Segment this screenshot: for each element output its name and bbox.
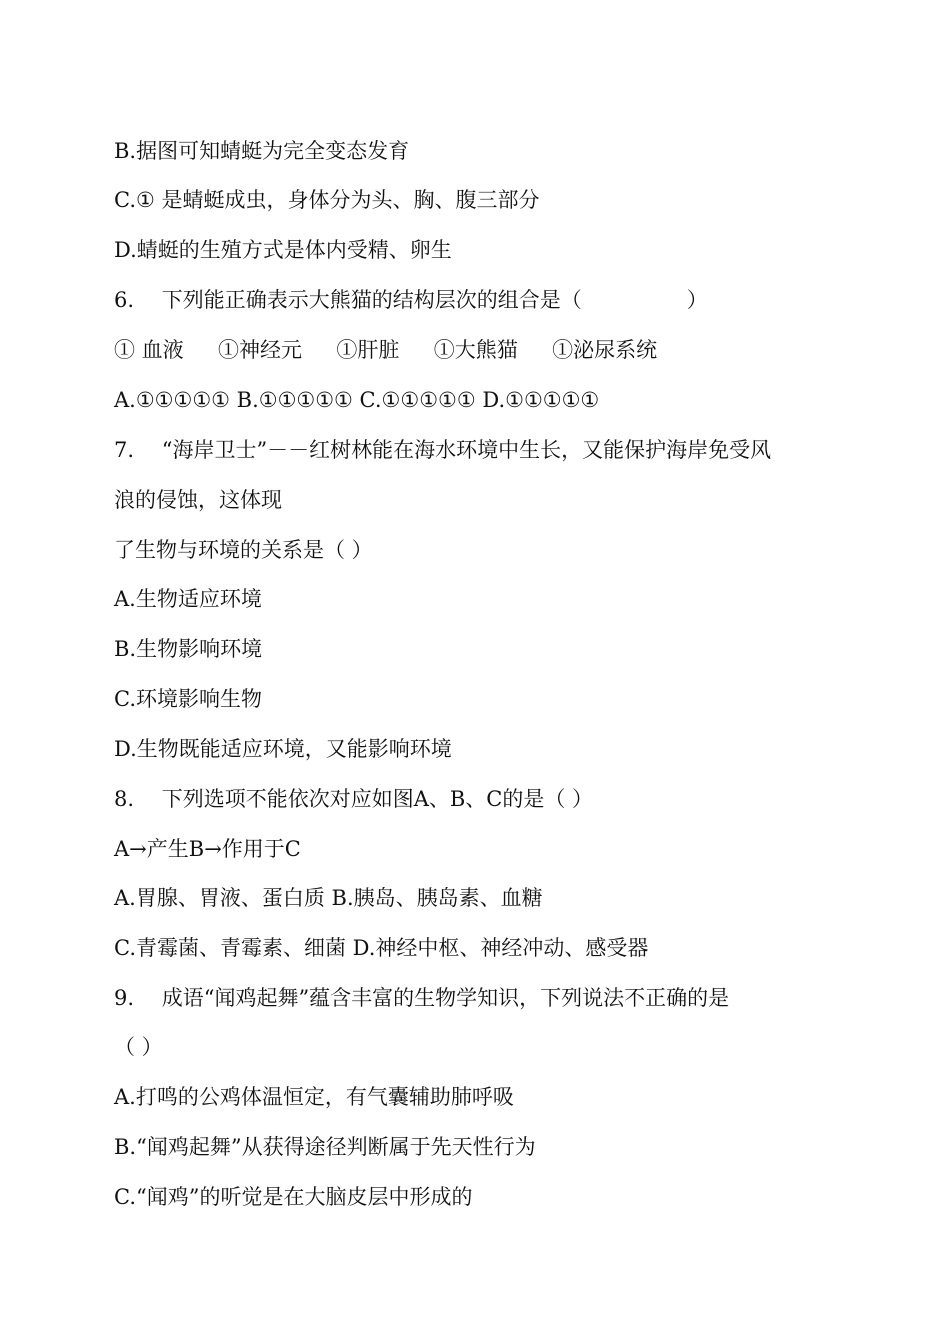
question-7: 7. “海岸卫士”－－红树林能在海水环境中生长，又能保护海岸免受风	[114, 438, 772, 462]
question-8-options-ab: A.胃腺、胃液、蛋白质 B.胰岛、胰岛素、血糖	[114, 886, 543, 910]
question-7-option-c: C.环境影响生物	[114, 687, 262, 711]
option-d-line: D.蜻蜓的生殖方式是体内受精、卵生	[114, 238, 452, 262]
question-8-diagram-text: A→产生B→作用于C	[114, 837, 301, 861]
question-9-blank: （ ）	[114, 1035, 163, 1059]
question-7-option-a: A.生物适应环境	[114, 587, 262, 611]
question-9-option-b: B.“闻鸡起舞”从获得途径判断属于先天性行为	[114, 1135, 536, 1159]
question-7-option-d: D.生物既能适应环境，又能影响环境	[114, 737, 452, 761]
question-9: 9. 成语“闻鸡起舞”蕴含丰富的生物学知识，下列说法不正确的是	[114, 986, 730, 1010]
question-6-options: A.①①①①① B.①①①①① C.①①①①① D.①①①①①	[114, 388, 600, 412]
option-c-line: C.① 是蜻蜓成虫，身体分为头、胸、腹三部分	[114, 188, 540, 212]
question-9-option-c: C.“闻鸡”的听觉是在大脑皮层中形成的	[114, 1185, 473, 1209]
question-7-option-b: B.生物影响环境	[114, 637, 263, 661]
question-9-option-a: A.打鸣的公鸡体温恒定，有气囊辅助肺呼吸	[114, 1085, 514, 1109]
option-b-line: B.据图可知蜻蜓为完全变态发育	[114, 139, 410, 163]
question-6: 6. 下列能正确表示大熊猫的结构层次的组合是（ ）	[114, 288, 708, 312]
question-6-items: ① 血液 ①神经元 ①肝脏 ①大熊猫 ①泌尿系统	[114, 338, 658, 362]
question-8: 8. 下列选项不能依次对应如图A、B、C的是（ ）	[114, 787, 594, 811]
question-7-continued: 浪的侵蚀，这体现	[114, 488, 282, 512]
question-7-continued-2: 了生物与环境的关系是（ ）	[114, 538, 373, 562]
question-8-options-cd: C.青霉菌、青霉素、细菌 D.神经中枢、神经冲动、感受器	[114, 936, 649, 960]
